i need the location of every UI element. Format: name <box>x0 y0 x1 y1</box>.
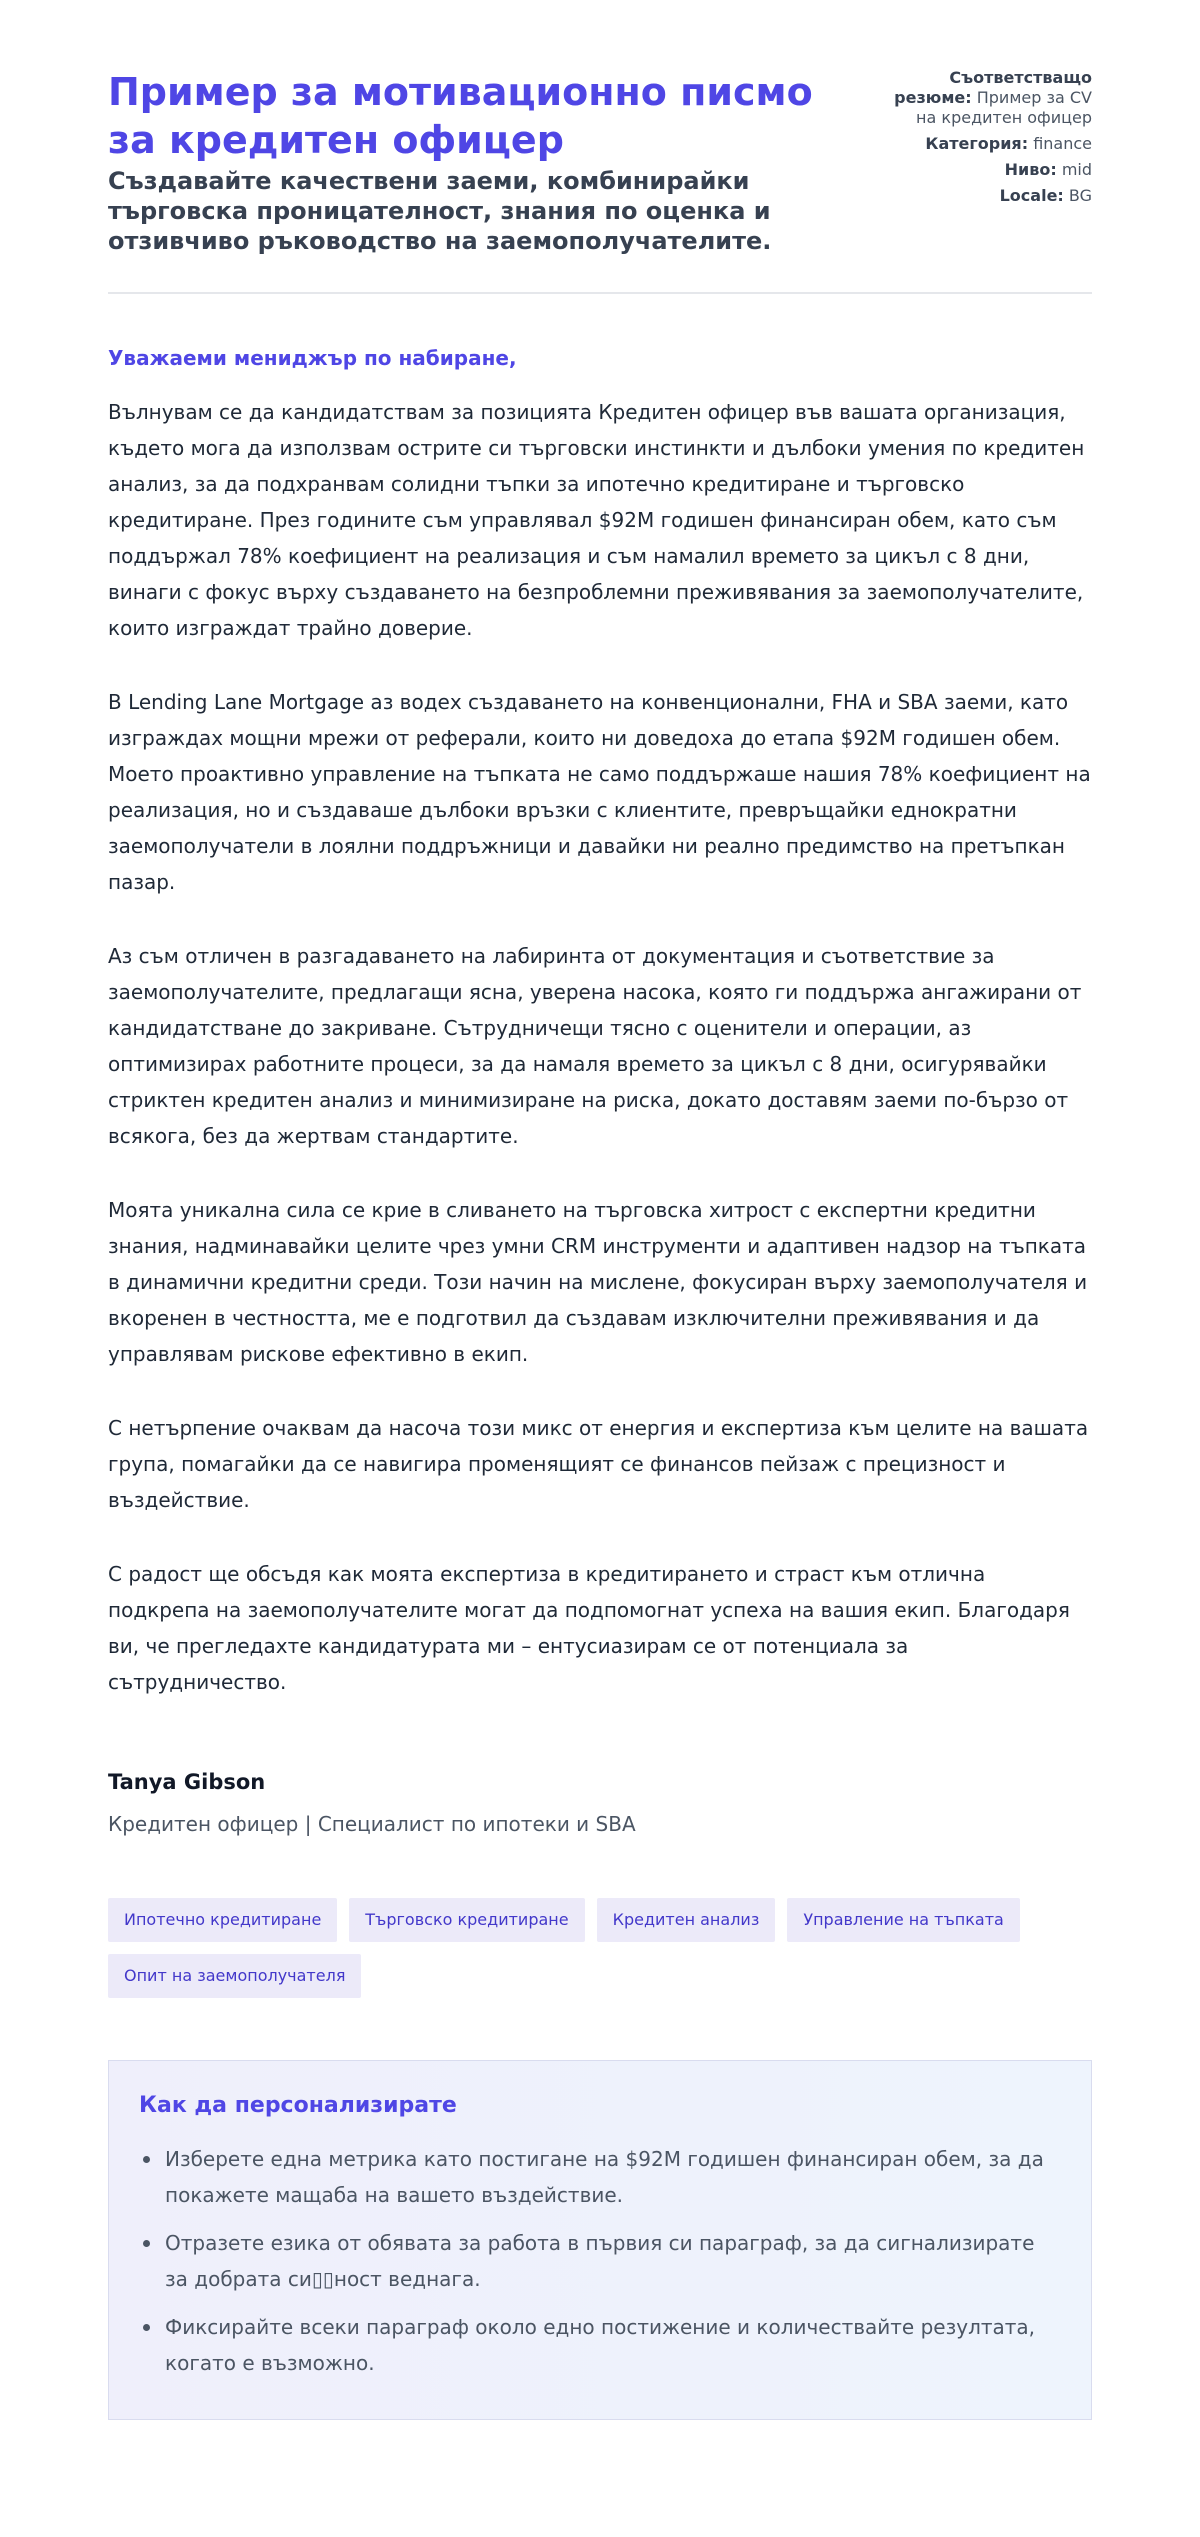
letter-paragraph-3: Аз съм отличен в разгадаването на лабиринта от документация и съответствие за заемополучателите, предлагащи ясна, уверена насока, която ги поддържа ангажирани от кандидатстване до закриване. Сътрудничещи тясно с оценители и операции, аз оптимизирах работните процеси, за да намаля времето за цикъл с 8 дни, осигурявайки стриктен кредитен анализ и минимизиране на риска, докато доставям заеми по-бързо от всякога, без да жертвам стандартите. <box>108 944 1082 1148</box>
signature-role: Кредитен офицер | Специалист по ипотеки и SBA <box>108 1812 636 1836</box>
page-title: Пример за мотивационно писмо за кредитен офицер <box>108 70 813 162</box>
meta-locale-value: BG <box>1068 186 1092 205</box>
customize-tips-box <box>108 2060 1092 2420</box>
meta-category <box>892 134 1092 154</box>
letter-paragraph-6: С радост ще обсъдя как моята експертиза в кредитирането и страст към отлична подкрепа на заемополучателите могат да подпомогнат успеха на вашия екип. Благодаря ви, че прегледахте кандидатурата ми – ентусиазирам се от потенциала за сътрудничество. <box>108 1562 1070 1694</box>
tag-pipeline-management[interactable]: Управление на тъпката <box>787 1898 1020 1942</box>
customize-title: Как да персонализирате <box>139 2093 457 2118</box>
meta-matching-resume <box>892 68 1092 128</box>
letter-paragraph-5: С нетърпение очаквам да насоча този микс от енергия и експертиза към целите на вашата група, помагайки да се навигира променящият се финансов пейзаж с прецизност и въздействие. <box>108 1416 1089 1512</box>
tag-mortgage-lending[interactable]: Ипотечно кредитиране <box>108 1898 337 1942</box>
page-header <box>108 68 1092 294</box>
meta-locale <box>892 186 1092 206</box>
letter-paragraph-4: Моята уникална сила се крие в сливането на търговска хитрост с експертни кредитни знания, надминавайки целите чрез умни CRM инструменти и адаптивен надзор на тъпката в динамични кредитни среди. Този начин на мислене, фокусиран върху заемополучателя и вкоренен в честността, ме е подготвил да създавам изключителни преживявания и да управлявам рискове ефективно в екип. <box>108 1198 1088 1366</box>
skill-tags <box>108 1898 1108 1998</box>
meta-resume-value: Пример за CV на кредитен офицер <box>916 88 1092 127</box>
letter-paragraph-2: В Lending Lane Mortgage аз водех създаването на конвенционални, FHA и SBA заеми, като изграждах мощни мрежи от реферали, които ни доведоха до етапа $92M годишен обем. Моето проактивно управление на тъпката не само поддържаше нашия 78% коефициент на реализация, но и създаваше дълбоки връзки с клиентите, превръщайки еднократни заемополучатели в лоялни поддръжници и давайки ни реално предимство на претъпкан пазар. <box>108 690 1091 894</box>
meta-locale-label: Locale: <box>999 186 1064 205</box>
tag-borrower-experience[interactable]: Опит на заемополучателя <box>108 1954 361 1998</box>
tips-list <box>139 2141 1061 2381</box>
tag-commercial-lending[interactable]: Търговско кредитиране <box>349 1898 584 1942</box>
meta-level-label: Ниво: <box>1004 160 1057 179</box>
meta-level-value: mid <box>1061 160 1092 179</box>
salutation: Уважаеми мениджър по набиране, <box>108 346 517 370</box>
tag-credit-analysis[interactable]: Кредитен анализ <box>597 1898 776 1942</box>
letter-paragraph-1: Вълнувам се да кандидатствам за позицията Кредитен офицер във вашата организация, където мога да използвам острите си търговски инстинкти и дълбоки умения по кредитен анализ, за да подхранвам солидни тъпки за ипотечно кредитиране и търговско кредитиране. През годините съм управлявал $92M годишен финансиран обем, като съм поддържал 78% коефициент на реализация и съм намалил времето за цикъл с 8 дни, винаги с фокус върху създаването на безпроблемни преживявания за заемополучателите, които изграждат трайно доверие. <box>108 400 1085 640</box>
tip-item: Отразете езика от обявата за работа в първия си параграф, за да сигнализирате за добрата си▯▯ност веднага. <box>139 2225 1061 2297</box>
meta-panel <box>892 68 1092 212</box>
header-titles <box>108 68 868 256</box>
meta-resume-label: Съответстващо резюме: <box>894 68 1092 107</box>
tip-item: Изберете една метрика като постигане на $92M годишен финансиран обем, за да покажете мащаба на вашето въздействие. <box>139 2141 1061 2213</box>
letter-body <box>108 344 1092 1838</box>
tip-item: Фиксирайте всеки параграф около едно постижение и количествайте резултата, когато е възможно. <box>139 2309 1061 2381</box>
meta-category-value: finance <box>1033 134 1092 153</box>
page-subtitle: Създавайте качествени заеми, комбинирайки търговска проницателност, знания по оценка и отзивчиво ръководство на заемополучателите. <box>108 167 772 255</box>
meta-level <box>892 160 1092 180</box>
signature-block <box>108 1768 1092 1838</box>
meta-category-label: Категория: <box>925 134 1029 153</box>
signature-name: Tanya Gibson <box>108 1770 266 1794</box>
